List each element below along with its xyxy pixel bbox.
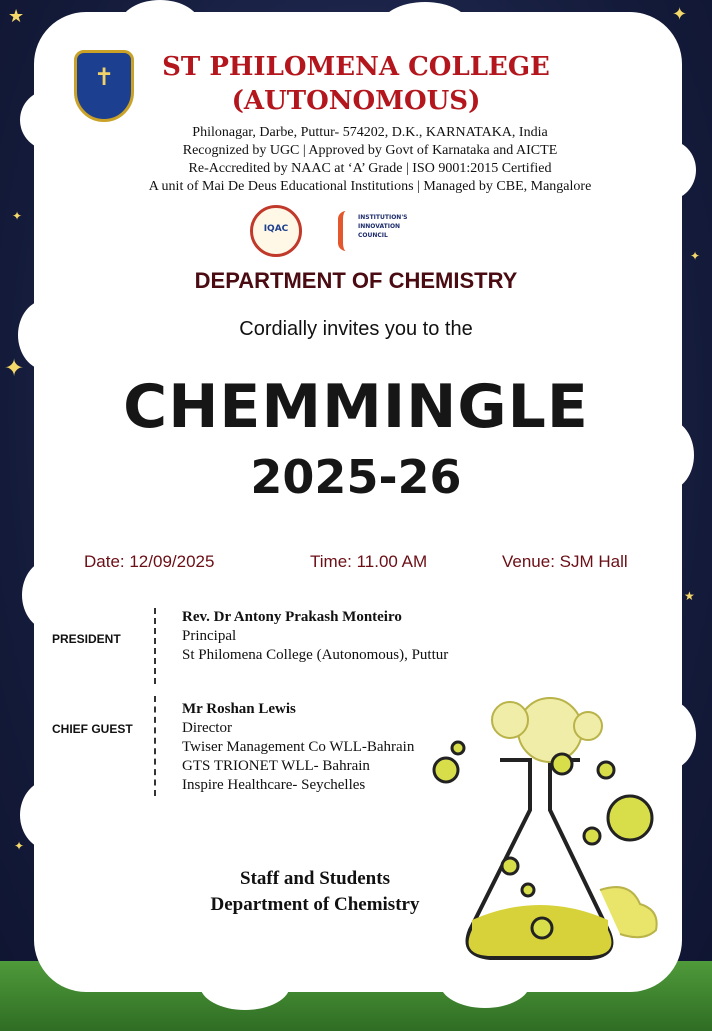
star-icon: ✦ xyxy=(672,4,688,25)
president-role-label: PRESIDENT xyxy=(52,632,121,646)
college-address-block xyxy=(90,124,650,196)
footer-signoff xyxy=(160,866,470,918)
invite-text: Cordially invites you to the xyxy=(239,318,473,340)
event-year: 2025-26 xyxy=(250,450,462,504)
event-name: CHEMMINGLE xyxy=(123,372,589,442)
president-name: Rev. Dr Antony Prakash Monteiro xyxy=(182,609,402,625)
event-date: Date: 12/09/2025 xyxy=(84,552,215,571)
star-icon: ✦ xyxy=(4,354,25,382)
footer-line: Department of Chemistry xyxy=(210,894,420,915)
address-line: Philonagar, Darbe, Puttur- 574202, D.K., KARNATAKA, India xyxy=(192,125,548,140)
college-name-line2: (AUTONOMOUS) xyxy=(231,86,481,116)
star-icon: ✦ xyxy=(12,209,23,223)
star-icon: ✦ xyxy=(690,249,701,263)
chief-guest-title: Director xyxy=(182,720,232,736)
event-time: Time: 11.00 AM xyxy=(310,552,428,571)
address-line: A unit of Mai De Deus Educational Institutions | Managed by CBE, Mangalore xyxy=(148,179,592,194)
department-title: DEPARTMENT OF CHEMISTRY xyxy=(194,268,518,293)
college-crest-logo: ✝ xyxy=(74,50,134,122)
innovation-council-logo xyxy=(338,207,408,259)
chief-guest-org: GTS TRIONET WLL- Bahrain xyxy=(182,758,370,774)
chief-guest-role-label: CHIEF GUEST xyxy=(52,722,133,736)
divider xyxy=(154,696,156,796)
college-name-line1: ST PHILOMENA COLLEGE xyxy=(162,52,550,82)
iic-logo-text: INSTITUTION'S INNOVATION COUNCIL xyxy=(358,214,408,239)
address-line: Recognized by UGC | Approved by Govt of Karnataka and AICTE xyxy=(182,143,558,158)
chemistry-flask-illustration xyxy=(430,690,670,970)
chief-guest-org: Twiser Management Co WLL-Bahrain xyxy=(182,739,415,755)
event-venue: Venue: SJM Hall xyxy=(502,552,628,571)
star-icon: ★ xyxy=(8,6,25,27)
divider xyxy=(154,608,156,684)
star-icon: ★ xyxy=(684,589,695,603)
star-icon: ✦ xyxy=(14,839,25,853)
president-details xyxy=(182,608,448,665)
chief-guest-name: Mr Roshan Lewis xyxy=(182,701,296,717)
address-line: Re-Accredited by NAAC at ‘A’ Grade | ISO 9001:2015 Certified xyxy=(188,161,552,176)
college-name xyxy=(146,50,566,118)
footer-line: Staff and Students xyxy=(240,868,390,889)
president-title: Principal xyxy=(182,628,237,644)
chief-guest-org: Inspire Healthcare- Seychelles xyxy=(182,777,366,793)
iqac-logo: IQAC xyxy=(250,205,302,257)
president-institution: St Philomena College (Autonomous), Puttur xyxy=(182,647,449,663)
chief-guest-details xyxy=(182,700,414,795)
